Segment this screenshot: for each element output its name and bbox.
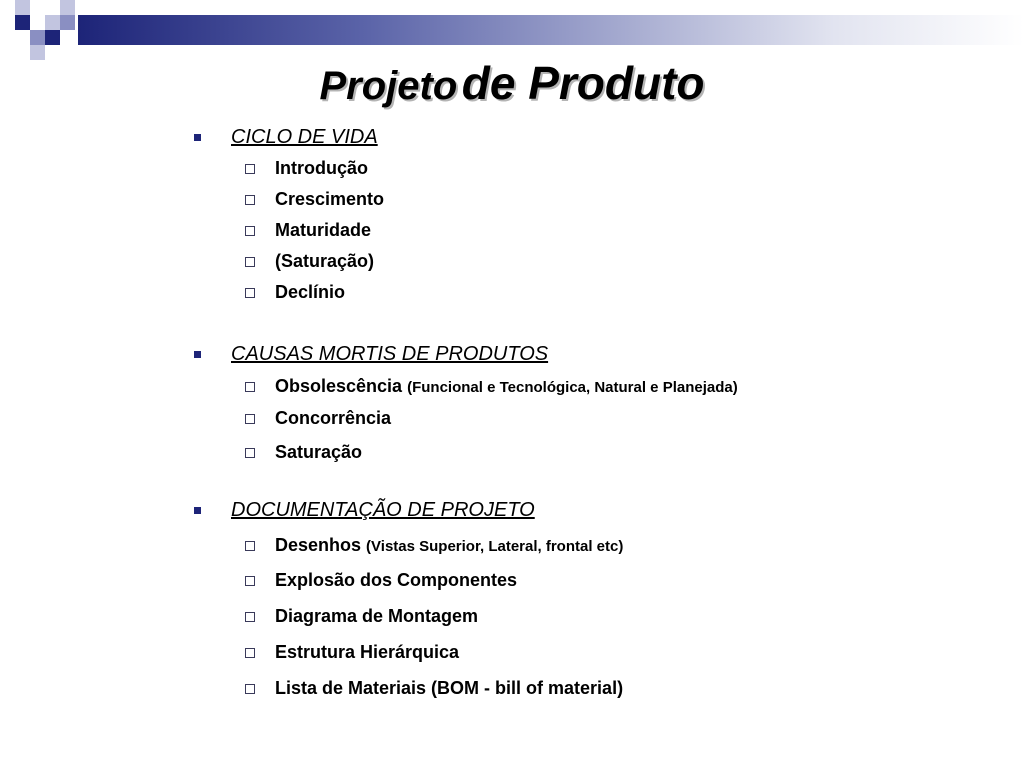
hollow-square-bullet-icon (245, 288, 255, 298)
hollow-square-bullet-icon (245, 648, 255, 658)
hollow-square-bullet-icon (245, 414, 255, 424)
deco-square-icon (30, 30, 45, 45)
list-item (275, 535, 623, 556)
hollow-square-bullet-icon (245, 612, 255, 622)
list-item: (Saturação) (275, 251, 375, 271)
hollow-square-bullet-icon (245, 226, 255, 236)
list-item: Concorrência (275, 408, 392, 428)
deco-square-icon (45, 30, 60, 45)
deco-square-icon (45, 15, 60, 30)
deco-square-icon (15, 0, 30, 15)
section-heading-documentacao: DOCUMENTAÇÃO DE PROJETO (231, 499, 535, 521)
slide-title (0, 56, 1024, 110)
hollow-square-bullet-icon (245, 195, 255, 205)
list-item: Estrutura Hierárquica (275, 642, 460, 662)
list-item: Saturação (275, 442, 363, 462)
header-decoration (0, 0, 1024, 64)
section-heading-ciclo: CICLO DE VIDA (231, 126, 378, 148)
square-bullet-icon (194, 351, 201, 358)
hollow-square-bullet-icon (245, 541, 255, 551)
hollow-square-bullet-icon (245, 382, 255, 392)
list-item: Declínio (275, 282, 346, 302)
title-part-1: Projeto (319, 64, 458, 108)
item-text: Obsolescência (275, 376, 403, 396)
list-item: Explosão dos Componentes (275, 570, 518, 590)
list-item: Crescimento (275, 189, 385, 209)
list-item: Diagrama de Montagem (275, 606, 479, 626)
deco-square-icon (60, 15, 75, 30)
hollow-square-bullet-icon (245, 684, 255, 694)
list-item: Introdução (275, 158, 368, 178)
title-part-2: de Produto (461, 57, 705, 109)
square-bullet-icon (194, 507, 201, 514)
list-item: Maturidade (275, 220, 372, 240)
hollow-square-bullet-icon (245, 448, 255, 458)
hollow-square-bullet-icon (245, 257, 255, 267)
deco-square-icon (15, 15, 30, 30)
header-gradient-bar (78, 15, 1024, 45)
item-note: (Vistas Superior, Lateral, frontal etc) (366, 538, 624, 555)
hollow-square-bullet-icon (245, 164, 255, 174)
deco-square-icon (60, 0, 75, 15)
square-bullet-icon (194, 134, 201, 141)
item-text: Desenhos (275, 535, 362, 555)
list-item: Lista de Materiais (BOM - bill of material) (275, 678, 624, 698)
hollow-square-bullet-icon (245, 576, 255, 586)
item-note: (Funcional e Tecnológica, Natural e Planejada) (407, 379, 738, 396)
list-item (275, 376, 738, 397)
section-heading-causas: CAUSAS MORTIS DE PRODUTOS (231, 343, 549, 365)
